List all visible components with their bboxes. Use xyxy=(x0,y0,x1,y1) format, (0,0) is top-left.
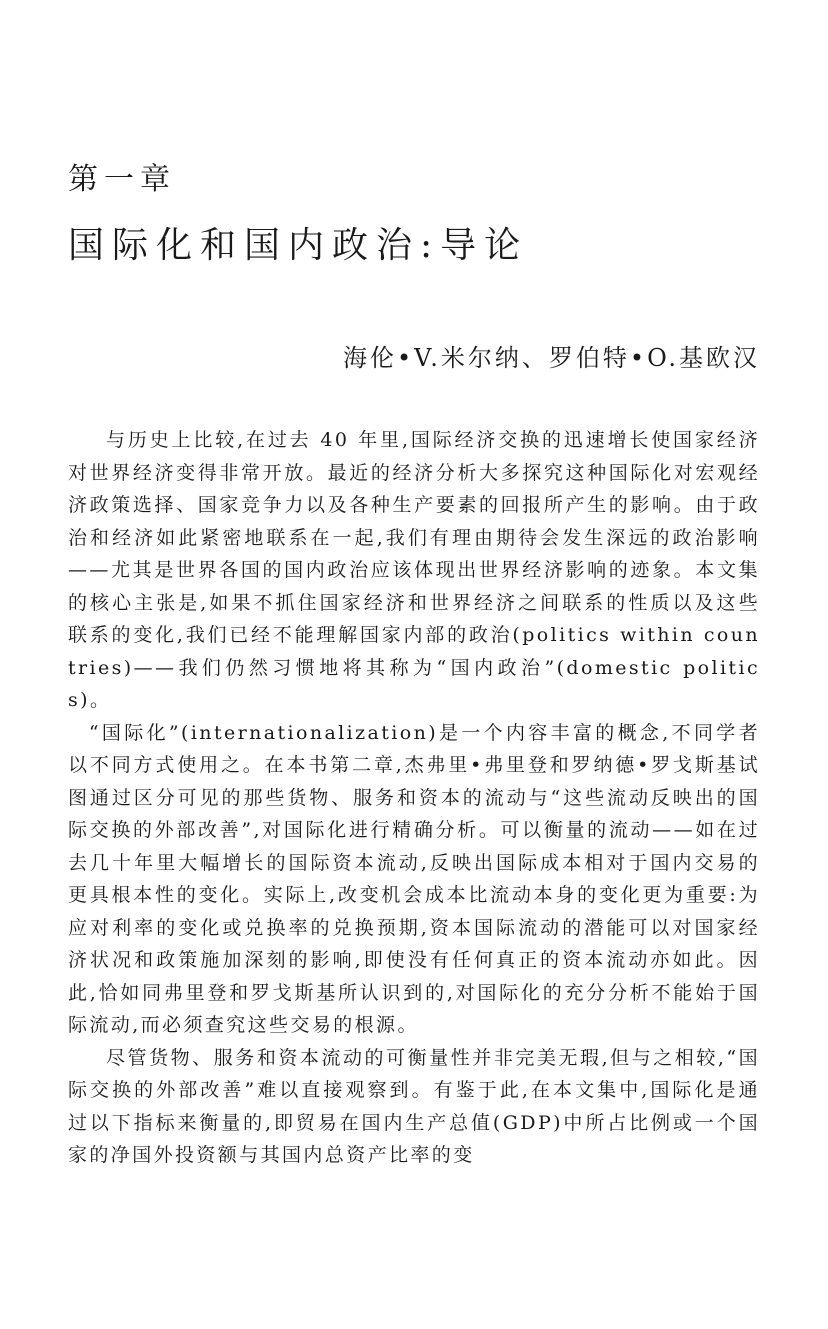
chapter-authors: 海伦•V.米尔纳、罗伯特•O.基欧汉 xyxy=(343,344,760,372)
chapter-title: 国际化和国内政治:导论 xyxy=(68,225,529,266)
body-paragraph-3: 尽管货物、服务和资本流动的可衡量性并非完美无瑕,但与之相较,“国际交换的外部改善”难以直接观察到。有鉴于此,在本文集中,国际化是通过以下指标来衡量的,即贸易在国内生产总值(GDP)中所占比例或一个国家的净国外投资额与其国内总资产比率的变 xyxy=(68,1046,760,1166)
chapter-body xyxy=(68,424,760,1172)
body-paragraph-2: “国际化”(internationalization)是一个内容丰富的概念,不同学者以不同方式使用之。在本书第二章,杰弗里•弗里登和罗纳德•罗戈斯基试图通过区分可见的那些货物、服务和资本的流动与“这些流动反映出的国际交换的外部改善”,对国际化进行精确分析。可以衡量的流动——如在过去几十年里大幅增长的国际资本流动,反映出国际成本相对于国内交易的更具根本性的变化。实际上,改变机会成本比流动本身的变化更为重要:为应对利率的变化或兑换率的兑换预期,资本国际流动的潜能可以对国家经济状况和政策施加深刻的影响,即使没有任何真正的资本流动亦如此。因此,恰如同弗里登和罗戈斯基所认识到的,对国际化的充分分析不能始于国际流动,而必须查究这些交易的根源。 xyxy=(68,721,760,1036)
body-paragraph-1: 与历史上比较,在过去 40 年里,国际经济交换的迅速增长使国家经济对世界经济变得非常开放。最近的经济分析大多探究这种国际化对宏观经济政策选择、国家竞争力以及各种生产要素的回报所产生的影响。由于政治和经济如此紧密地联系在一起,我们有理由期待会发生深远的政治影响——尤其是世界各国的国内政治应该体现出世界经济影响的迹象。本文集的核心主张是,如果不抓住国家经济和世界经济之间联系的性质以及这些联系的变化,我们已经不能理解国家内部的政治(politics within countries)——我们仍然习惯地将其称为“国内政治”(domestic politics)。 xyxy=(68,429,760,711)
chapter-label: 第一章 xyxy=(68,162,176,197)
